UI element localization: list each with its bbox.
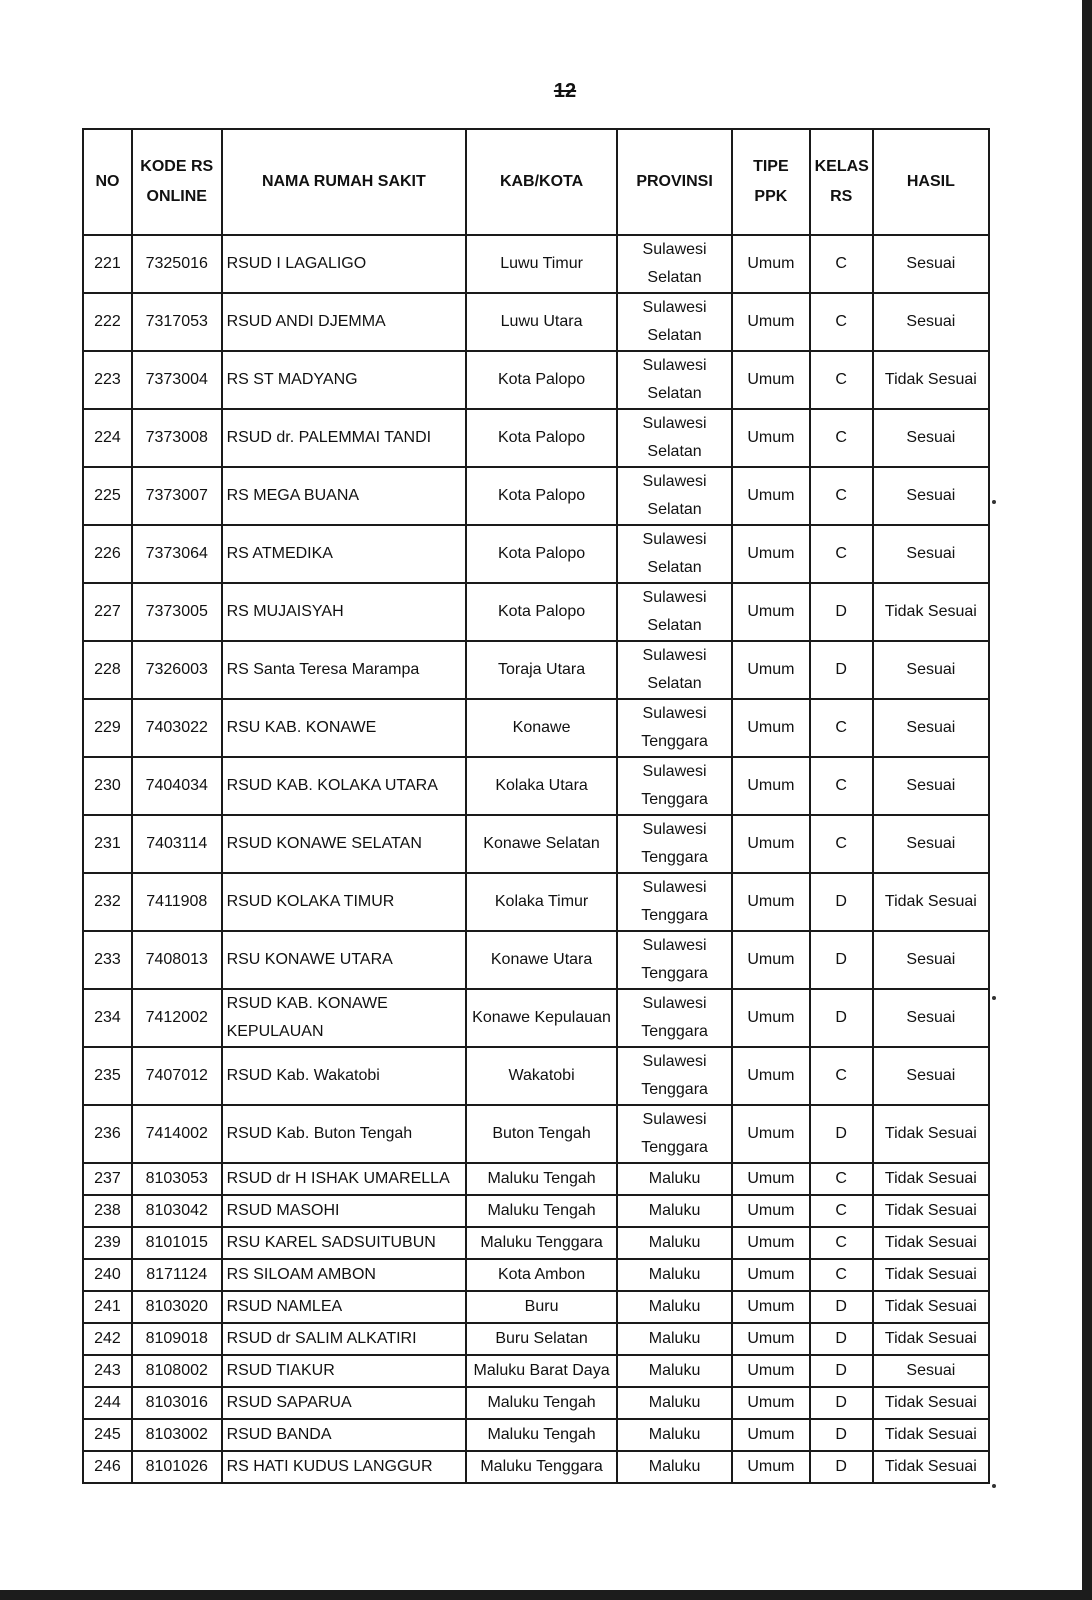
table-row — [83, 1105, 989, 1163]
table-row — [83, 989, 989, 1047]
cell-nama: RS Santa Teresa Marampa — [222, 641, 467, 699]
col-header-kode-line1: KODE RS — [140, 158, 214, 175]
cell-kode: 7403022 — [132, 699, 222, 757]
col-header-kelas-line2: RS — [830, 188, 853, 205]
cell-no: 239 — [83, 1227, 132, 1259]
cell-hasil: Tidak Sesuai — [873, 1163, 989, 1195]
cell-tipe: Umum — [732, 1163, 809, 1195]
cell-prov: Maluku — [617, 1451, 732, 1483]
cell-prov: Sulawesi Tenggara — [617, 989, 732, 1047]
cell-prov: Maluku — [617, 1387, 732, 1419]
cell-no: 240 — [83, 1259, 132, 1291]
cell-nama: RS SILOAM AMBON — [222, 1259, 467, 1291]
cell-kode: 7412002 — [132, 989, 222, 1047]
cell-hasil: Sesuai — [873, 1047, 989, 1105]
cell-nama: RSUD I LAGALIGO — [222, 235, 467, 293]
table-row — [83, 1355, 989, 1387]
cell-kab: Konawe — [466, 699, 617, 757]
cell-prov: Maluku — [617, 1163, 732, 1195]
cell-kelas: C — [810, 1195, 873, 1227]
cell-kelas: C — [810, 409, 873, 467]
table-row — [83, 757, 989, 815]
cell-kode: 7414002 — [132, 1105, 222, 1163]
cell-kode: 7411908 — [132, 873, 222, 931]
cell-tipe: Umum — [732, 1419, 809, 1451]
hospital-table — [82, 128, 990, 1484]
cell-hasil: Tidak Sesuai — [873, 1259, 989, 1291]
table-row — [83, 1195, 989, 1227]
cell-tipe: Umum — [732, 293, 809, 351]
cell-nama: RSU KONAWE UTARA — [222, 931, 467, 989]
cell-no: 222 — [83, 293, 132, 351]
cell-no: 227 — [83, 583, 132, 641]
cell-kode: 8108002 — [132, 1355, 222, 1387]
cell-kode: 8103042 — [132, 1195, 222, 1227]
table-body — [83, 235, 989, 1483]
cell-nama: RS ST MADYANG — [222, 351, 467, 409]
cell-kelas: D — [810, 1387, 873, 1419]
col-header-no: NO — [83, 129, 132, 235]
cell-kab: Buru Selatan — [466, 1323, 617, 1355]
table-row — [83, 525, 989, 583]
cell-kode: 7404034 — [132, 757, 222, 815]
cell-kode: 7403114 — [132, 815, 222, 873]
table-row — [83, 1227, 989, 1259]
cell-kelas: C — [810, 525, 873, 583]
cell-prov: Sulawesi Selatan — [617, 235, 732, 293]
cell-nama: RS ATMEDIKA — [222, 525, 467, 583]
cell-nama: RS MEGA BUANA — [222, 467, 467, 525]
cell-kode: 8109018 — [132, 1323, 222, 1355]
cell-prov: Sulawesi Selatan — [617, 467, 732, 525]
cell-prov: Sulawesi Tenggara — [617, 931, 732, 989]
col-header-provinsi: PROVINSI — [617, 129, 732, 235]
cell-hasil: Tidak Sesuai — [873, 1387, 989, 1419]
cell-no: 233 — [83, 931, 132, 989]
cell-hasil: Sesuai — [873, 1355, 989, 1387]
table-row — [83, 1047, 989, 1105]
cell-prov: Sulawesi Selatan — [617, 641, 732, 699]
cell-kelas: C — [810, 235, 873, 293]
cell-kelas: D — [810, 1323, 873, 1355]
cell-prov: Maluku — [617, 1195, 732, 1227]
cell-hasil: Tidak Sesuai — [873, 1451, 989, 1483]
cell-kab: Konawe Selatan — [466, 815, 617, 873]
cell-kelas: C — [810, 1259, 873, 1291]
cell-no: 245 — [83, 1419, 132, 1451]
cell-nama: RSUD dr SALIM ALKATIRI — [222, 1323, 467, 1355]
cell-kelas: D — [810, 641, 873, 699]
cell-nama: RSUD MASOHI — [222, 1195, 467, 1227]
cell-prov: Sulawesi Selatan — [617, 409, 732, 467]
col-header-tipe — [732, 129, 809, 235]
cell-no: 228 — [83, 641, 132, 699]
cell-no: 246 — [83, 1451, 132, 1483]
cell-kode: 8101026 — [132, 1451, 222, 1483]
cell-kab: Kota Palopo — [466, 351, 617, 409]
cell-kode: 8101015 — [132, 1227, 222, 1259]
cell-hasil: Sesuai — [873, 525, 989, 583]
cell-kelas: C — [810, 815, 873, 873]
cell-kode: 8103020 — [132, 1291, 222, 1323]
cell-tipe: Umum — [732, 1451, 809, 1483]
table-row — [83, 235, 989, 293]
cell-hasil: Sesuai — [873, 815, 989, 873]
page-number — [0, 80, 1092, 103]
table-row — [83, 409, 989, 467]
cell-kode: 7407012 — [132, 1047, 222, 1105]
cell-kelas: C — [810, 1227, 873, 1259]
cell-nama: RSUD dr. PALEMMAI TANDI — [222, 409, 467, 467]
cell-kode: 7373005 — [132, 583, 222, 641]
cell-kode: 8103053 — [132, 1163, 222, 1195]
cell-hasil: Sesuai — [873, 931, 989, 989]
cell-tipe: Umum — [732, 525, 809, 583]
cell-kelas: D — [810, 1451, 873, 1483]
cell-tipe: Umum — [732, 989, 809, 1047]
cell-kab: Luwu Timur — [466, 235, 617, 293]
cell-no: 244 — [83, 1387, 132, 1419]
table-row — [83, 1291, 989, 1323]
cell-tipe: Umum — [732, 1195, 809, 1227]
table-row — [83, 815, 989, 873]
cell-prov: Maluku — [617, 1355, 732, 1387]
cell-no: 234 — [83, 989, 132, 1047]
cell-kab: Maluku Tengah — [466, 1195, 617, 1227]
cell-kab: Maluku Tengah — [466, 1387, 617, 1419]
cell-prov: Sulawesi Selatan — [617, 525, 732, 583]
cell-kelas: C — [810, 351, 873, 409]
cell-tipe: Umum — [732, 757, 809, 815]
cell-kab: Maluku Tenggara — [466, 1451, 617, 1483]
cell-kelas: C — [810, 699, 873, 757]
cell-prov: Sulawesi Tenggara — [617, 873, 732, 931]
table-row — [83, 1259, 989, 1291]
cell-nama: RSUD KOLAKA TIMUR — [222, 873, 467, 931]
cell-hasil: Sesuai — [873, 467, 989, 525]
cell-kode: 7408013 — [132, 931, 222, 989]
cell-hasil: Sesuai — [873, 699, 989, 757]
cell-kode: 7373064 — [132, 525, 222, 583]
cell-tipe: Umum — [732, 467, 809, 525]
cell-nama: RSUD SAPARUA — [222, 1387, 467, 1419]
table-row — [83, 467, 989, 525]
cell-kode: 8103016 — [132, 1387, 222, 1419]
cell-no: 242 — [83, 1323, 132, 1355]
cell-hasil: Sesuai — [873, 293, 989, 351]
cell-kelas: D — [810, 931, 873, 989]
table-row — [83, 1323, 989, 1355]
cell-hasil: Sesuai — [873, 235, 989, 293]
cell-hasil: Sesuai — [873, 641, 989, 699]
table-row — [83, 1451, 989, 1483]
cell-no: 235 — [83, 1047, 132, 1105]
cell-hasil: Sesuai — [873, 989, 989, 1047]
cell-kab: Maluku Barat Daya — [466, 1355, 617, 1387]
cell-kelas: D — [810, 873, 873, 931]
cell-kode: 7373004 — [132, 351, 222, 409]
cell-nama: RSUD NAMLEA — [222, 1291, 467, 1323]
cell-tipe: Umum — [732, 641, 809, 699]
col-header-kab: KAB/KOTA — [466, 129, 617, 235]
cell-nama: RS HATI KUDUS LANGGUR — [222, 1451, 467, 1483]
cell-kode: 7325016 — [132, 235, 222, 293]
header-row — [83, 129, 989, 235]
cell-prov: Sulawesi Tenggara — [617, 1047, 732, 1105]
cell-tipe: Umum — [732, 1291, 809, 1323]
cell-no: 236 — [83, 1105, 132, 1163]
cell-tipe: Umum — [732, 873, 809, 931]
cell-tipe: Umum — [732, 235, 809, 293]
col-header-kode-line2: ONLINE — [146, 188, 207, 205]
cell-kab: Konawe Utara — [466, 931, 617, 989]
table-row — [83, 1387, 989, 1419]
cell-kab: Buru — [466, 1291, 617, 1323]
cell-tipe: Umum — [732, 351, 809, 409]
cell-no: 221 — [83, 235, 132, 293]
cell-kelas: C — [810, 757, 873, 815]
cell-kelas: C — [810, 1163, 873, 1195]
cell-nama: RSUD ANDI DJEMMA — [222, 293, 467, 351]
cell-kelas: D — [810, 989, 873, 1047]
cell-nama: RSUD Kab. Buton Tengah — [222, 1105, 467, 1163]
cell-no: 243 — [83, 1355, 132, 1387]
cell-hasil: Tidak Sesuai — [873, 1195, 989, 1227]
cell-kab: Maluku Tengah — [466, 1419, 617, 1451]
cell-kab: Wakatobi — [466, 1047, 617, 1105]
cell-nama: RSUD KAB. KOLAKA UTARA — [222, 757, 467, 815]
cell-hasil: Tidak Sesuai — [873, 1105, 989, 1163]
col-header-nama: NAMA RUMAH SAKIT — [222, 129, 467, 235]
cell-kelas: D — [810, 1291, 873, 1323]
table-row — [83, 1163, 989, 1195]
cell-tipe: Umum — [732, 1047, 809, 1105]
cell-kab: Kota Palopo — [466, 409, 617, 467]
cell-tipe: Umum — [732, 1227, 809, 1259]
cell-kab: Kota Palopo — [466, 467, 617, 525]
cell-no: 238 — [83, 1195, 132, 1227]
col-header-kelas-line1: KELAS — [814, 158, 869, 175]
cell-kode: 7373007 — [132, 467, 222, 525]
cell-nama: RSU KAB. KONAWE — [222, 699, 467, 757]
cell-kode: 7373008 — [132, 409, 222, 467]
cell-tipe: Umum — [732, 1387, 809, 1419]
cell-prov: Maluku — [617, 1291, 732, 1323]
cell-kab: Konawe Kepulauan — [466, 989, 617, 1047]
cell-tipe: Umum — [732, 815, 809, 873]
cell-kelas: C — [810, 467, 873, 525]
cell-prov: Sulawesi Selatan — [617, 351, 732, 409]
cell-prov: Sulawesi Tenggara — [617, 815, 732, 873]
col-header-hasil: HASIL — [873, 129, 989, 235]
cell-kab: Buton Tengah — [466, 1105, 617, 1163]
cell-no: 229 — [83, 699, 132, 757]
cell-kelas: C — [810, 1047, 873, 1105]
cell-hasil: Tidak Sesuai — [873, 1419, 989, 1451]
cell-kelas: D — [810, 1105, 873, 1163]
cell-hasil: Tidak Sesuai — [873, 873, 989, 931]
cell-hasil: Tidak Sesuai — [873, 1323, 989, 1355]
cell-nama: RSUD dr H ISHAK UMARELLA — [222, 1163, 467, 1195]
col-header-kelas — [810, 129, 873, 235]
table-row — [83, 1419, 989, 1451]
cell-tipe: Umum — [732, 409, 809, 467]
cell-hasil: Tidak Sesuai — [873, 1227, 989, 1259]
cell-no: 223 — [83, 351, 132, 409]
cell-prov: Sulawesi Selatan — [617, 583, 732, 641]
cell-tipe: Umum — [732, 1355, 809, 1387]
cell-kelas: D — [810, 1355, 873, 1387]
cell-tipe: Umum — [732, 1259, 809, 1291]
cell-hasil: Sesuai — [873, 757, 989, 815]
cell-nama: RSUD KAB. KONAWE KEPULAUAN — [222, 989, 467, 1047]
cell-prov: Maluku — [617, 1259, 732, 1291]
cell-hasil: Tidak Sesuai — [873, 1291, 989, 1323]
cell-kab: Kota Palopo — [466, 525, 617, 583]
cell-kelas: D — [810, 1419, 873, 1451]
cell-no: 237 — [83, 1163, 132, 1195]
cell-prov: Maluku — [617, 1227, 732, 1259]
cell-prov: Sulawesi Tenggara — [617, 1105, 732, 1163]
cell-nama: RSUD KONAWE SELATAN — [222, 815, 467, 873]
cell-no: 232 — [83, 873, 132, 931]
cell-kab: Maluku Tengah — [466, 1163, 617, 1195]
cell-kelas: D — [810, 583, 873, 641]
cell-no: 226 — [83, 525, 132, 583]
cell-kode: 8171124 — [132, 1259, 222, 1291]
cell-nama: RSUD TIAKUR — [222, 1355, 467, 1387]
cell-no: 231 — [83, 815, 132, 873]
table-row — [83, 641, 989, 699]
cell-nama: RSUD BANDA — [222, 1419, 467, 1451]
page-number-text: 12 — [553, 80, 577, 102]
cell-nama: RSU KAREL SADSUITUBUN — [222, 1227, 467, 1259]
cell-kode: 7326003 — [132, 641, 222, 699]
cell-kab: Kota Palopo — [466, 583, 617, 641]
cell-kode: 7317053 — [132, 293, 222, 351]
col-header-tipe-line1: TIPE — [753, 158, 789, 175]
col-header-tipe-line2: PPK — [754, 188, 788, 205]
cell-no: 230 — [83, 757, 132, 815]
col-header-kode — [132, 129, 222, 235]
cell-prov: Maluku — [617, 1323, 732, 1355]
cell-prov: Maluku — [617, 1419, 732, 1451]
cell-tipe: Umum — [732, 583, 809, 641]
cell-kab: Luwu Utara — [466, 293, 617, 351]
cell-tipe: Umum — [732, 1323, 809, 1355]
cell-kab: Kolaka Utara — [466, 757, 617, 815]
cell-hasil: Sesuai — [873, 409, 989, 467]
cell-prov: Sulawesi Tenggara — [617, 757, 732, 815]
cell-tipe: Umum — [732, 931, 809, 989]
table-row — [83, 873, 989, 931]
table-row — [83, 293, 989, 351]
cell-kelas: C — [810, 293, 873, 351]
cell-kab: Toraja Utara — [466, 641, 617, 699]
cell-kode: 8103002 — [132, 1419, 222, 1451]
cell-kab: Kolaka Timur — [466, 873, 617, 931]
table-row — [83, 583, 989, 641]
cell-nama: RSUD Kab. Wakatobi — [222, 1047, 467, 1105]
cell-no: 225 — [83, 467, 132, 525]
cell-nama: RS MUJAISYAH — [222, 583, 467, 641]
cell-kab: Maluku Tenggara — [466, 1227, 617, 1259]
cell-tipe: Umum — [732, 699, 809, 757]
cell-prov: Sulawesi Selatan — [617, 293, 732, 351]
cell-no: 224 — [83, 409, 132, 467]
cell-no: 241 — [83, 1291, 132, 1323]
table-row — [83, 351, 989, 409]
cell-hasil: Tidak Sesuai — [873, 583, 989, 641]
table-row — [83, 699, 989, 757]
table-row — [83, 931, 989, 989]
cell-kab: Kota Ambon — [466, 1259, 617, 1291]
cell-prov: Sulawesi Tenggara — [617, 699, 732, 757]
cell-hasil: Tidak Sesuai — [873, 351, 989, 409]
cell-tipe: Umum — [732, 1105, 809, 1163]
